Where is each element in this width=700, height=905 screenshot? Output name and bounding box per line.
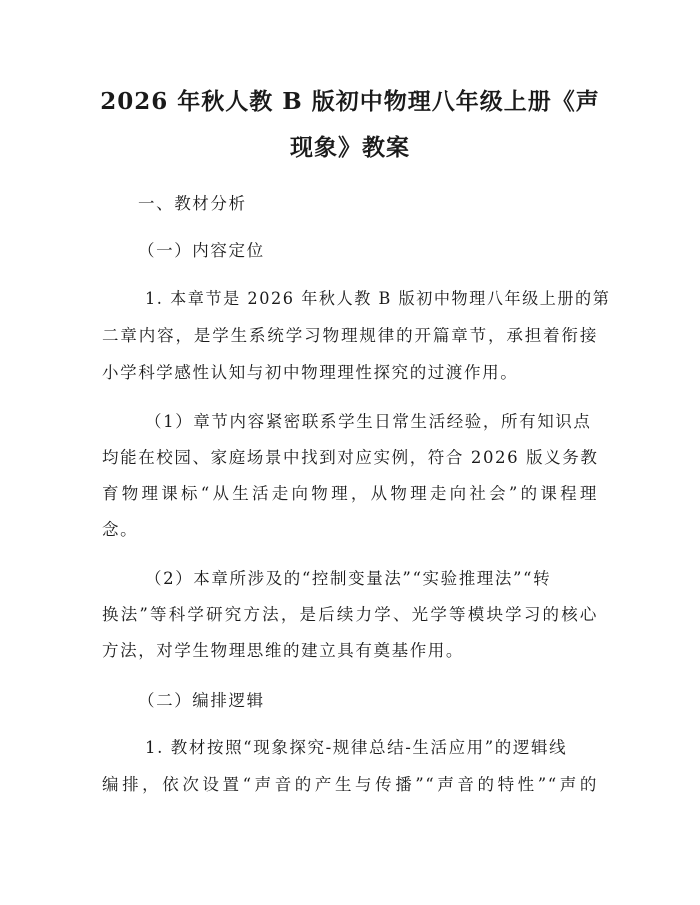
paragraph-2-line-3: 育物理课标“从生活走向物理，从物理走向社会”的课程理 <box>102 484 598 503</box>
paragraph-1-line-1: 1. 本章节是 2026 年秋人教 B 版初中物理八年级上册的第 <box>145 289 611 308</box>
paragraph-3-line-3: 方法，对学生物理思维的建立具有奠基作用。 <box>102 641 464 660</box>
subsection-heading-content-positioning: （一）内容定位 <box>138 241 265 260</box>
paragraph-4-line-2: 编排，依次设置“声音的产生与传播”“声音的特性”“声的 <box>102 775 598 794</box>
paragraph-2-line-4: 念。 <box>102 520 139 539</box>
section-heading-textbook-analysis: 一、教材分析 <box>138 194 247 213</box>
paragraph-1-line-3: 小学科学感性认知与初中物理理性探究的过渡作用。 <box>102 363 519 382</box>
document-title-line-2: 现象》教案 <box>290 134 410 161</box>
paragraph-4-line-1: 1. 教材按照“现象探究-规律总结-生活应用”的逻辑线 <box>145 738 568 757</box>
paragraph-2-line-1: （1）章节内容紧密联系学生日常生活经验，所有知识点 <box>145 412 592 431</box>
paragraph-3-line-1: （2）本章所涉及的“控制变量法”“实验推理法”“转 <box>145 569 552 588</box>
paragraph-2-line-2: 均能在校园、家庭场景中找到对应实例，符合 2026 版义务教 <box>102 448 599 467</box>
document-title-line-1: 2026 年秋人教 B 版初中物理八年级上册《声 <box>100 88 600 115</box>
paragraph-3-line-2: 换法”等科学研究方法，是后续力学、光学等模块学习的核心 <box>102 605 598 624</box>
paragraph-1-line-2: 二章内容，是学生系统学习物理规律的开篇章节，承担着衔接 <box>102 326 598 345</box>
subsection-heading-arrangement-logic: （二）编排逻辑 <box>138 691 265 710</box>
